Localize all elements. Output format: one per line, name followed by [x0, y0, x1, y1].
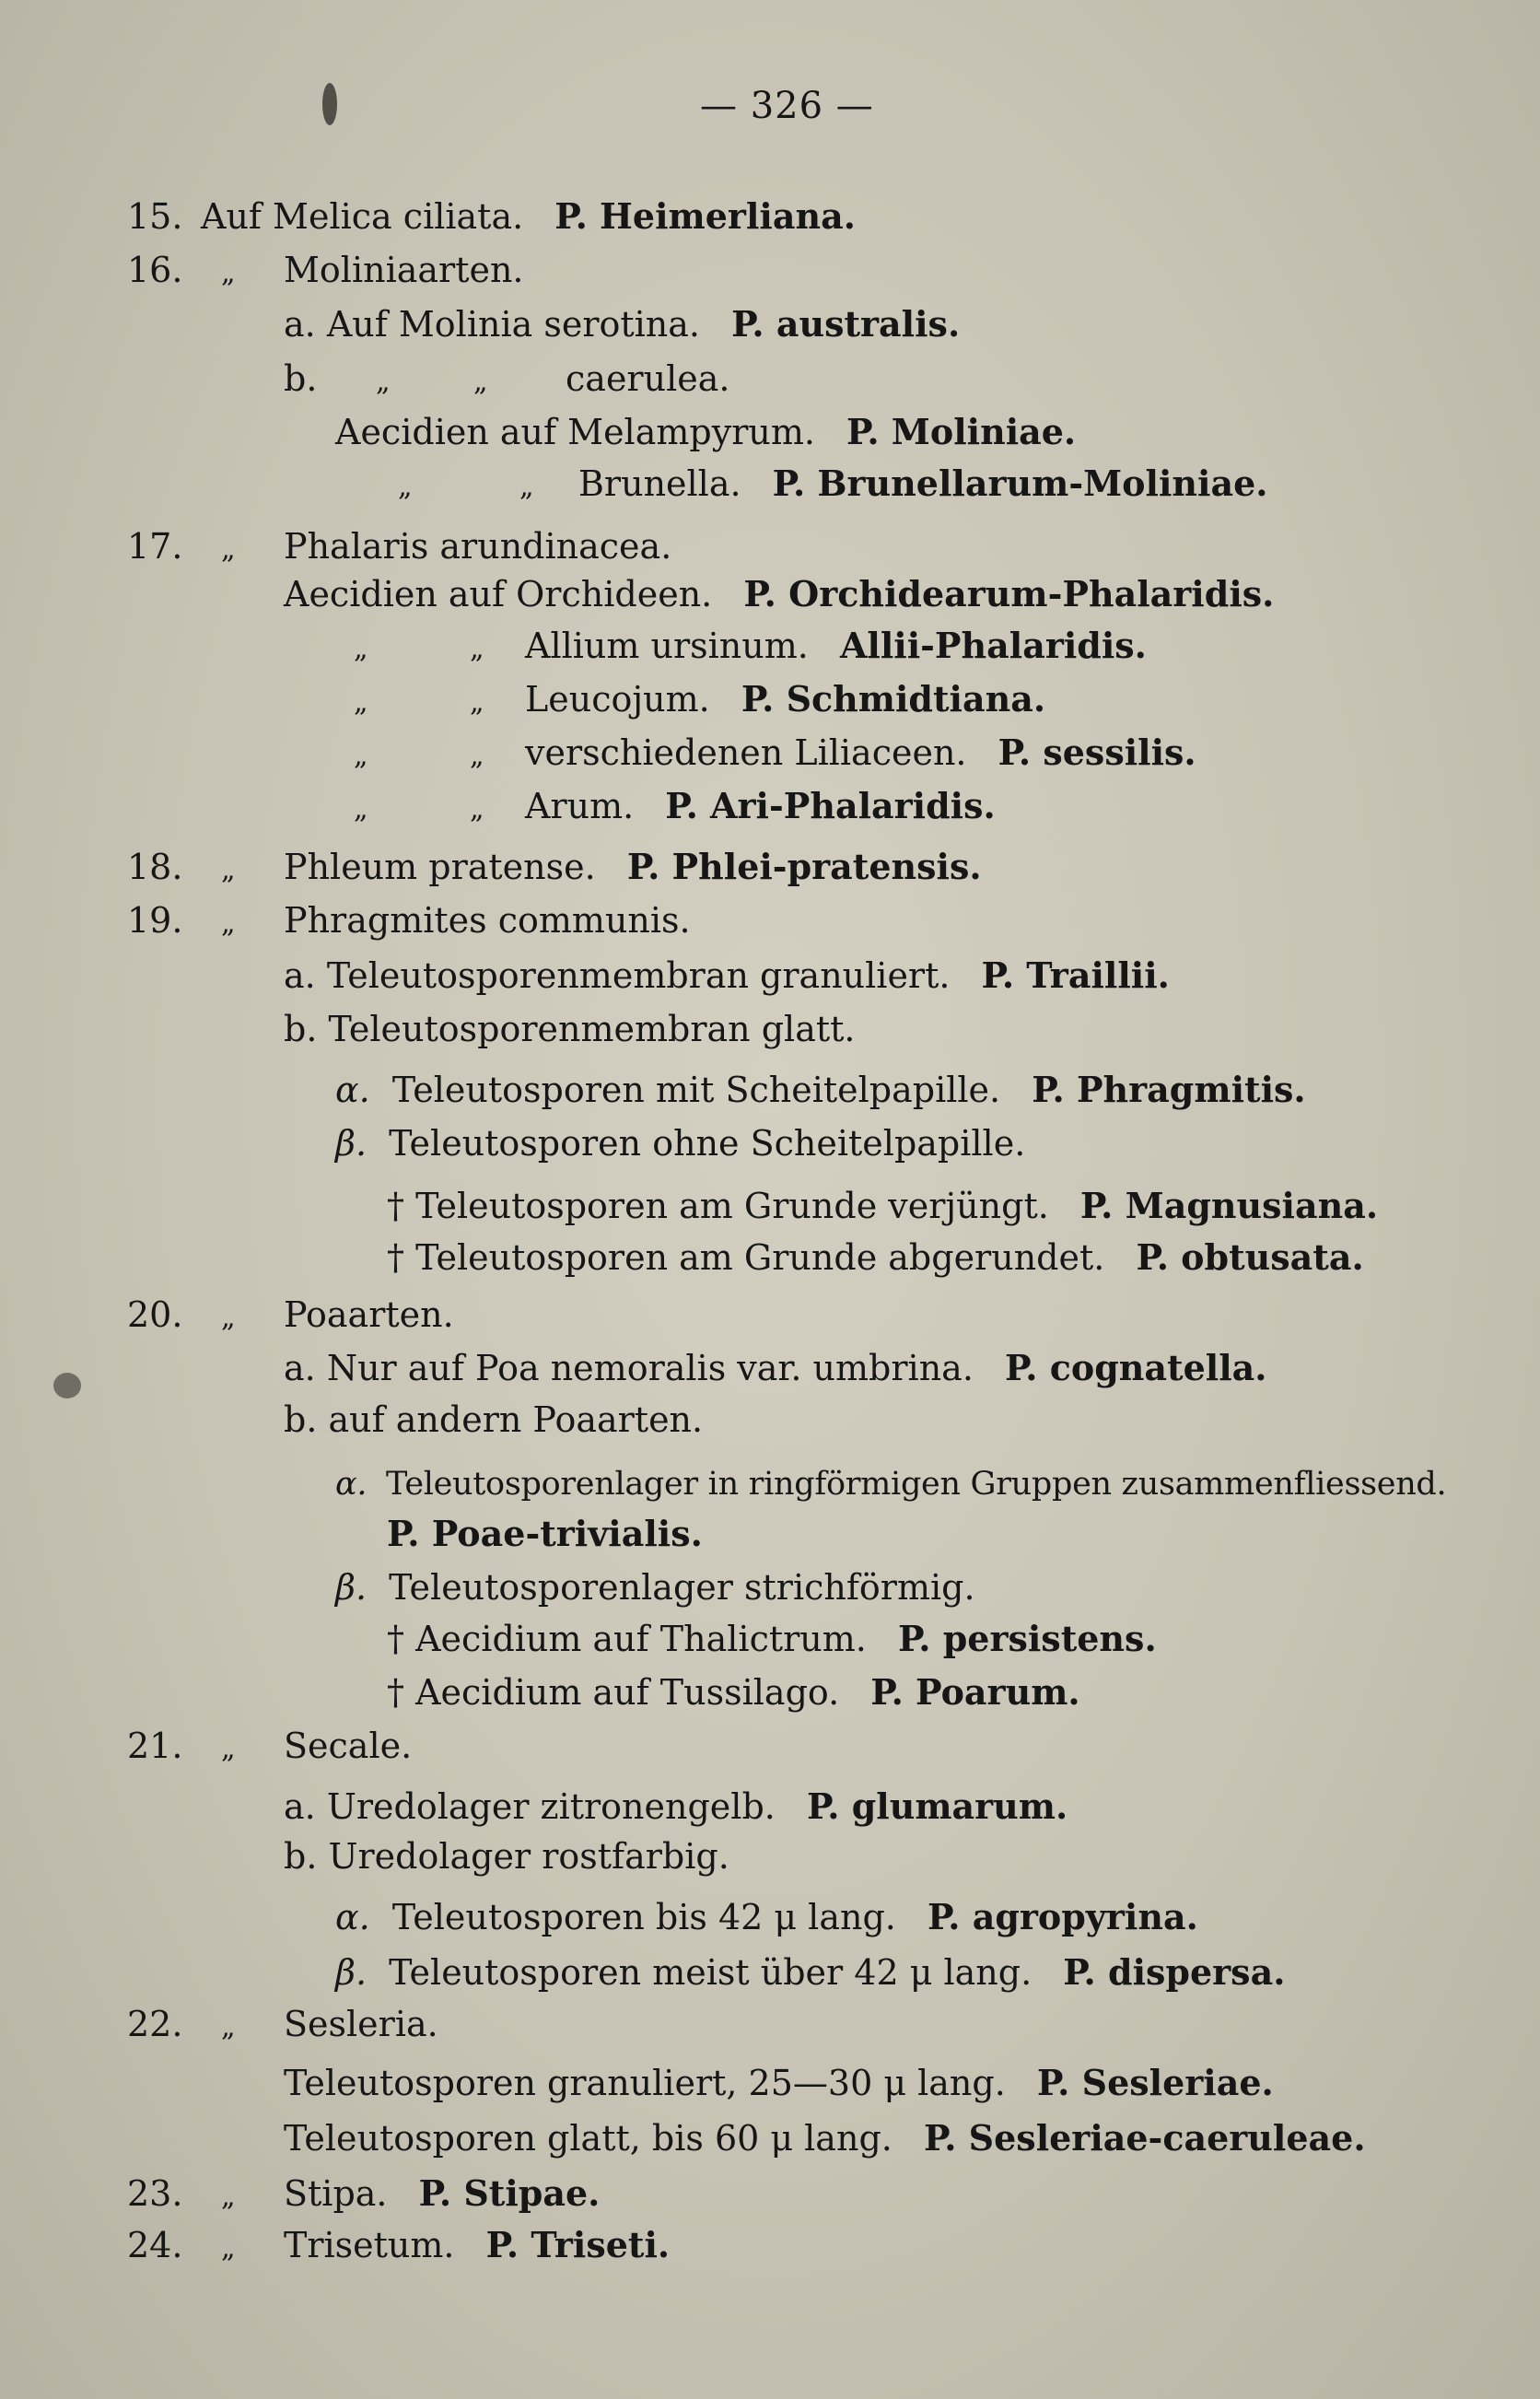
aecidia-line: Aecidien auf Orchideen.	[284, 574, 713, 614]
ditto-mark: „	[470, 633, 484, 665]
species-name: P. persistens.	[897, 1618, 1157, 1659]
species-name: P. Sesleriae.	[1036, 2062, 1274, 2103]
ditto-mark: „	[221, 257, 236, 289]
ink-blot	[53, 1373, 81, 1398]
key-line: † Aecidium auf Tussilago.	[387, 1672, 840, 1713]
ditto-mark: „	[354, 740, 368, 772]
key-line: Teleutosporen glatt, bis 60 μ lang.	[284, 2118, 892, 2159]
ditto-mark: „	[221, 1302, 236, 1334]
ditto-mark: „	[354, 686, 368, 719]
entry-number: 18.	[127, 847, 183, 887]
species-name: P. dispersa.	[1063, 1951, 1286, 1993]
species-name: P. Magnusiana.	[1079, 1185, 1379, 1226]
host-text: Arum.	[525, 786, 635, 826]
species-name: P. Heimerliana.	[554, 195, 856, 237]
key-line: Teleutosporenlager strichförmig.	[389, 1567, 975, 1608]
ditto-mark: „	[473, 366, 488, 398]
ditto-mark: „	[221, 2011, 236, 2043]
species-name: Allii-Phalaridis.	[839, 625, 1147, 666]
key-line: Teleutosporen bis 42 μ lang.	[391, 1897, 896, 1937]
host-text: Auf Melica ciliata.	[201, 196, 524, 237]
ditto-mark: „	[470, 740, 484, 772]
key-line: Teleutosporen granuliert, 25—30 μ lang.	[284, 2063, 1006, 2103]
species-name: P. Sesleriae-caeruleae.	[923, 2117, 1366, 2159]
ditto-mark: „	[221, 907, 236, 940]
key-line: Teleutosporen ohne Scheitelpapille.	[389, 1123, 1026, 1164]
species-name: P. Triseti.	[485, 2224, 671, 2265]
species-name: P. Stipae.	[418, 2172, 601, 2214]
key-letter: α.	[335, 1897, 370, 1937]
key-line: Teleutosporenlager in ringförmigen Gruppen zusammenfliessend.	[386, 1466, 1447, 1503]
host-text: Trisetum.	[284, 2225, 455, 2265]
key-letter: b.	[284, 358, 318, 399]
ditto-mark: „	[221, 533, 236, 566]
entry-number: 20.	[127, 1294, 183, 1335]
entry-number: 19.	[127, 900, 183, 941]
key-line: b. Uredolager rostfarbig.	[284, 1836, 729, 1877]
key-line: a. Uredolager zitronengelb.	[284, 1786, 776, 1827]
species-name: P. Ari-Phalaridis.	[665, 785, 996, 826]
host-text: Stipa.	[284, 2173, 388, 2214]
host-text: Phragmites communis.	[284, 900, 691, 941]
ditto-mark: „	[470, 686, 484, 719]
species-name: P. glumarum.	[806, 1785, 1068, 1827]
key-line: † Teleutosporen am Grunde abgerundet.	[387, 1237, 1105, 1278]
key-letter: α.	[335, 1070, 370, 1110]
species-name: P. Moliniae.	[846, 411, 1077, 452]
entry-number: 22.	[127, 2004, 183, 2044]
host-text: caerulea.	[566, 358, 730, 399]
entry-number: 24.	[127, 2225, 183, 2265]
host-text: Secale.	[284, 1726, 413, 1766]
key-line: † Aecidium auf Thalictrum.	[387, 1619, 867, 1659]
ditto-mark: „	[354, 633, 368, 665]
key-letter: β.	[335, 1123, 368, 1164]
species-name: P. Traillii.	[981, 954, 1170, 996]
ditto-mark: „	[221, 1733, 236, 1765]
ditto-mark: „	[470, 793, 484, 825]
key-line: b. Teleutosporenmembran glatt.	[284, 1009, 856, 1049]
host-text: Allium ursinum.	[525, 626, 809, 666]
key-line: b. auf andern Poaarten.	[284, 1399, 704, 1440]
key-line: Teleutosporen meist über 42 μ lang.	[389, 1952, 1032, 1993]
host-text: Sesleria.	[284, 2004, 438, 2044]
key-line: a. Auf Molinia serotina.	[284, 304, 700, 345]
entry-number: 23.	[127, 2173, 183, 2214]
ditto-mark: „	[221, 2181, 236, 2213]
ditto-mark: „	[376, 366, 391, 398]
species-name: P. Phlei-pratensis.	[626, 846, 982, 887]
species-name: P. obtusata.	[1136, 1236, 1364, 1278]
key-line: Teleutosporen mit Scheitelpapille.	[391, 1070, 1001, 1110]
host-text: Brunella.	[578, 463, 741, 504]
entry-number: 21.	[127, 1726, 183, 1766]
species-name: P. Phragmitis.	[1032, 1069, 1306, 1110]
page-number: — 326 —	[700, 85, 874, 127]
entry-number: 16.	[127, 250, 183, 290]
key-letter: β.	[335, 1952, 368, 1993]
species-name: P. Poarum.	[870, 1671, 1080, 1713]
host-text: Moliniaarten.	[284, 250, 524, 290]
ditto-mark: „	[221, 2232, 236, 2264]
species-name: P. Schmidtiana.	[741, 678, 1046, 720]
host-text: Phleum pratense.	[284, 847, 596, 887]
aecidia-line: Aecidien auf Melampyrum.	[335, 412, 815, 452]
entry-number: 15.	[127, 196, 183, 237]
host-text: Phalaris arundinacea.	[284, 526, 672, 567]
entry-number: 17.	[127, 526, 183, 567]
species-name: P. Brunellarum-Moliniae.	[772, 462, 1268, 504]
key-letter: α.	[335, 1466, 368, 1503]
ditto-mark: „	[398, 471, 413, 503]
ditto-mark: „	[221, 854, 236, 886]
species-name: P. cognatella.	[1005, 1347, 1267, 1388]
species-name: P. sessilis.	[998, 731, 1196, 773]
ink-blot	[322, 83, 337, 125]
species-name: P. Orchidearum-Phalaridis.	[743, 573, 1275, 614]
species-name: P. agropyrina.	[927, 1896, 1198, 1937]
key-letter: β.	[335, 1567, 368, 1608]
species-name: P. Poae-trivialis.	[387, 1513, 703, 1554]
ditto-mark: „	[519, 471, 534, 503]
key-line: † Teleutosporen am Grunde verjüngt.	[387, 1186, 1049, 1226]
host-text: Poaarten.	[284, 1294, 454, 1335]
species-name: P. australis.	[731, 303, 961, 345]
key-line: a. Teleutosporenmembran granuliert.	[284, 955, 951, 996]
ditto-mark: „	[354, 793, 368, 825]
host-text: verschiedenen Liliaceen.	[525, 732, 967, 773]
key-line: a. Nur auf Poa nemoralis var. umbrina.	[284, 1348, 974, 1388]
host-text: Leucojum.	[525, 679, 710, 720]
